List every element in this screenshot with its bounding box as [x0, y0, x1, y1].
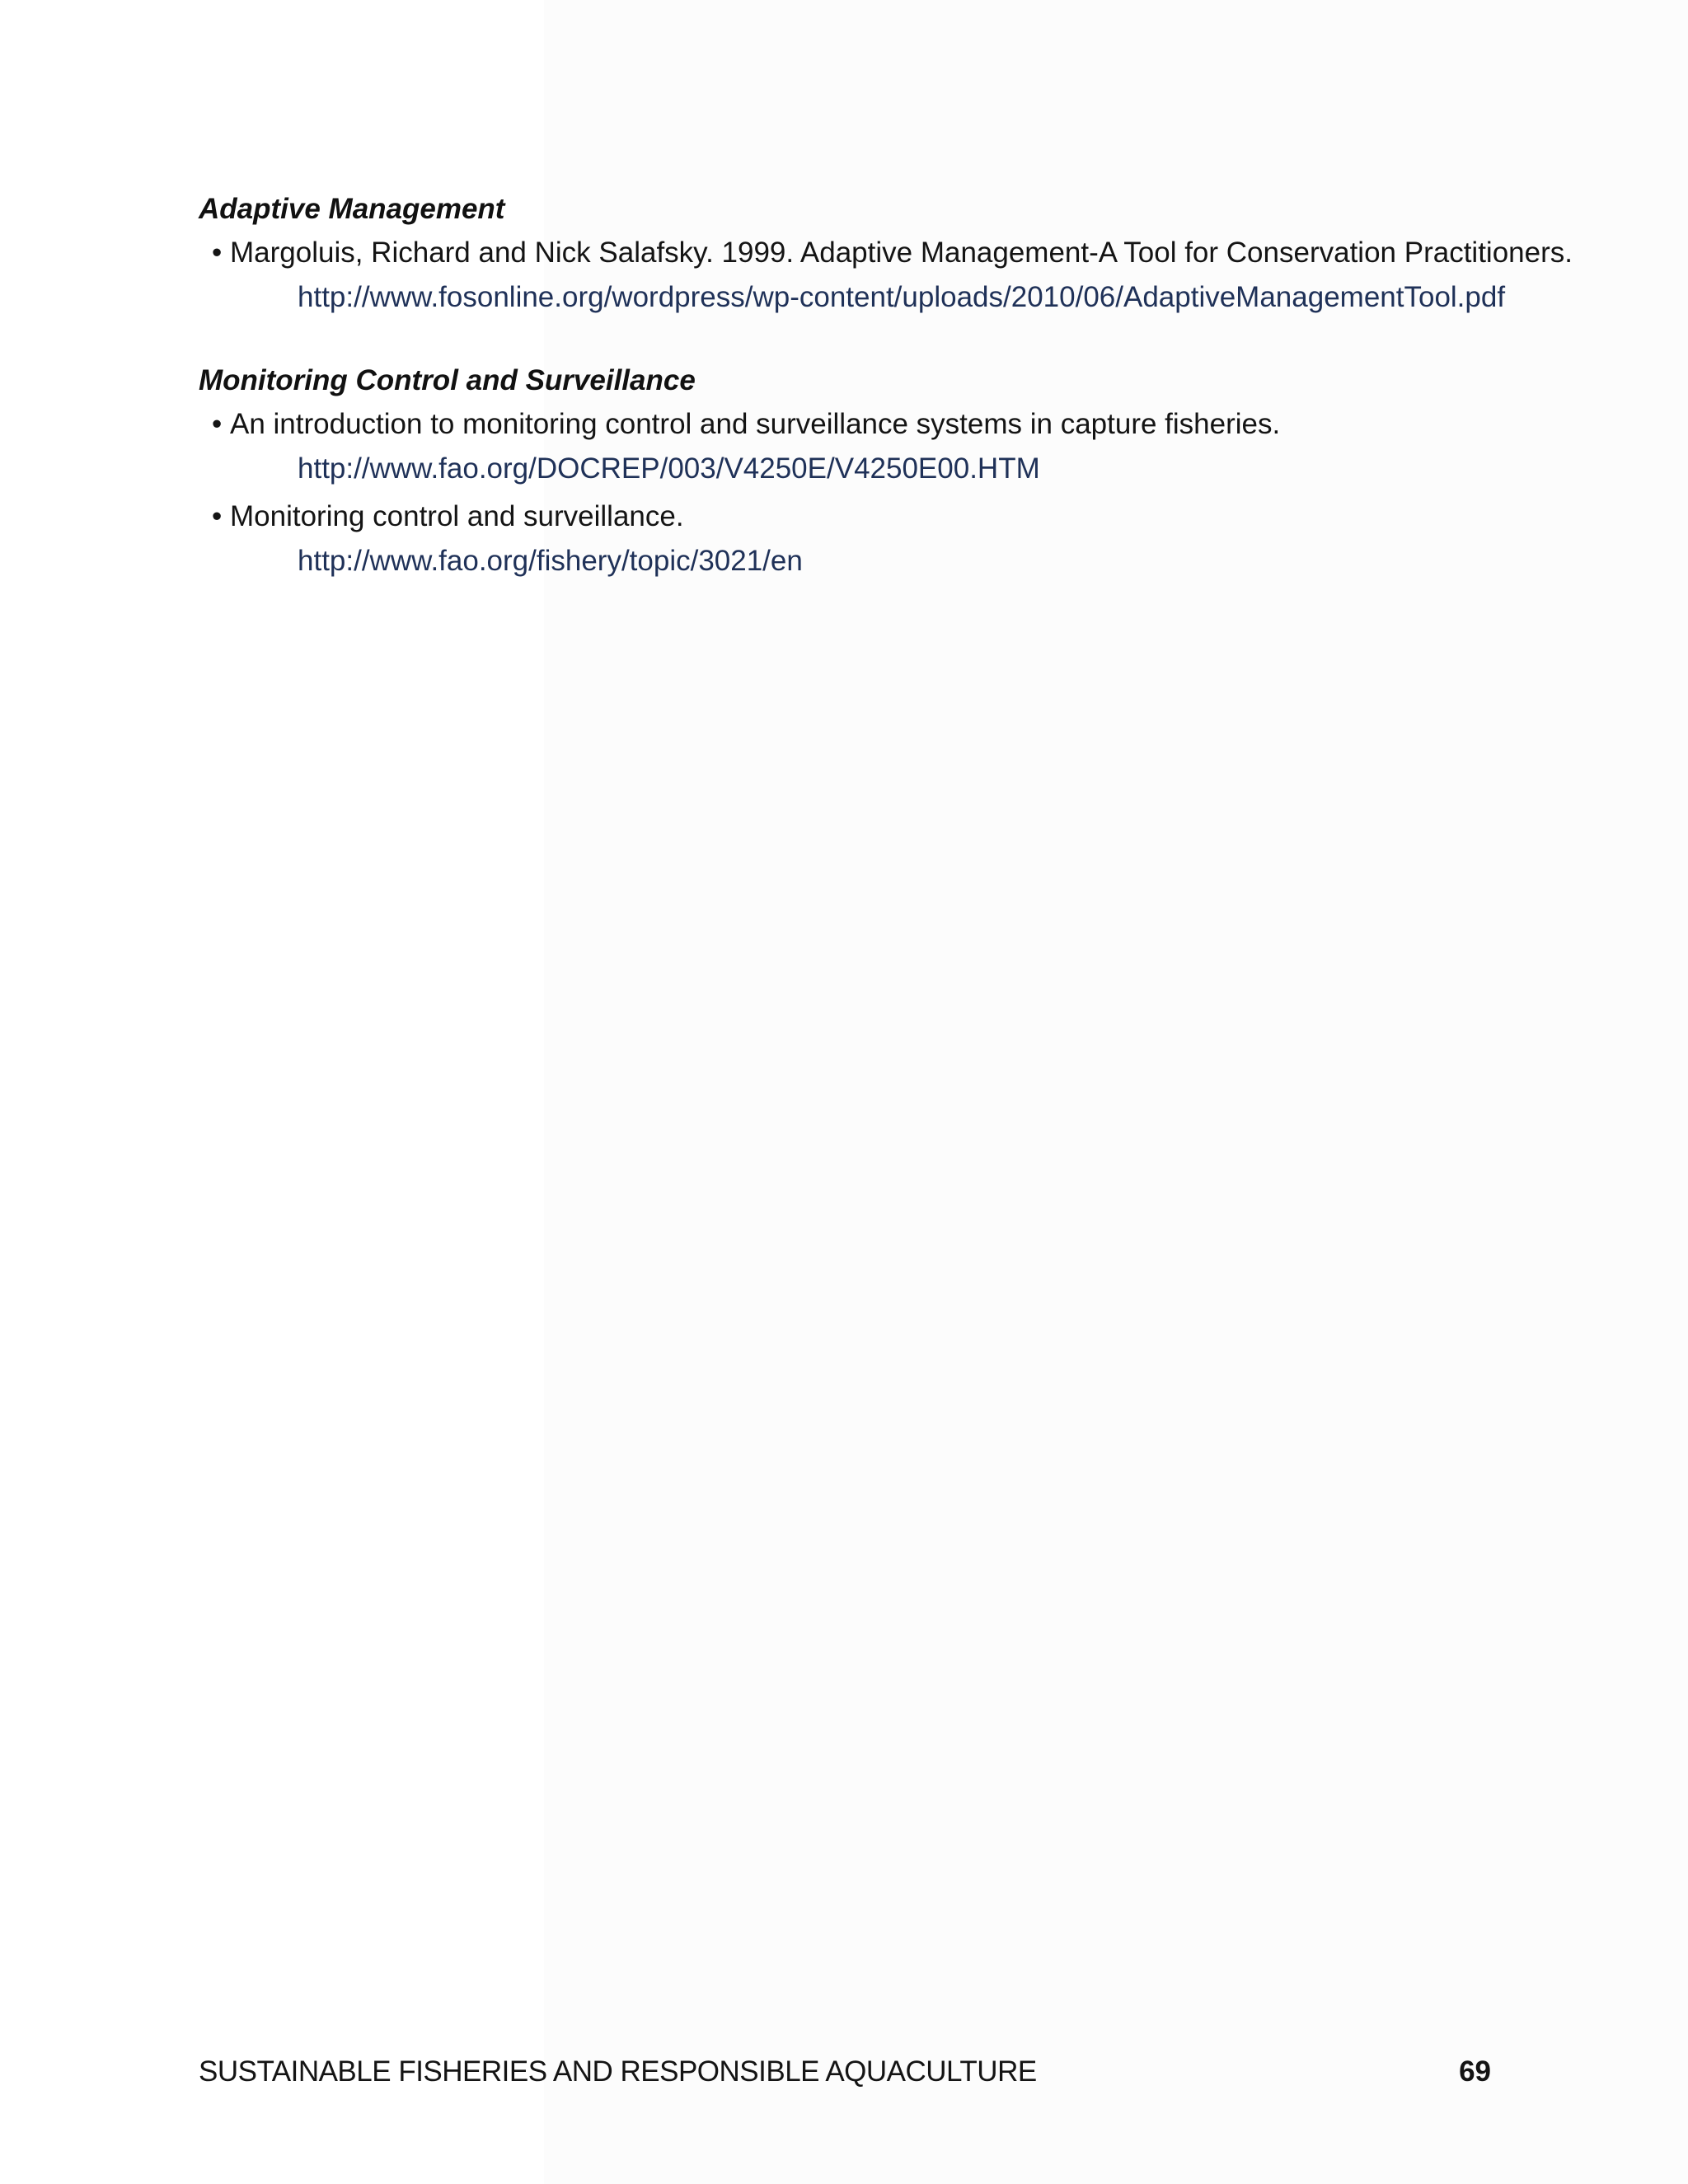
- reference-text: [199, 494, 1509, 539]
- reference-entry: [199, 402, 1509, 491]
- reference-entry: [199, 494, 1509, 583]
- section-heading: Monitoring Control and Surveillance: [199, 364, 696, 396]
- section-heading: Adaptive Management: [199, 193, 505, 225]
- reference-text: [199, 231, 1573, 275]
- page-number: 69: [1459, 2055, 1491, 2088]
- reference-citation: Margoluis, Richard and Nick Salafsky. 1999. Adaptive Management-A Tool for Conservation Practitioners.: [230, 237, 1573, 269]
- reference-link[interactable]: http://www.fao.org/DOCREP/003/V4250E/V4250E00.HTM: [298, 452, 1040, 485]
- bullet-icon: •: [212, 408, 223, 440]
- document-body: [199, 188, 1573, 623]
- reference-link[interactable]: http://www.fao.org/fishery/topic/3021/en: [298, 545, 803, 577]
- section-adaptive-management: [199, 188, 1573, 320]
- reference-citation: An introduction to monitoring control and surveillance systems in capture fisheries.: [230, 408, 1281, 440]
- bullet-icon: •: [212, 237, 223, 269]
- section-monitoring-control-surveillance: [199, 359, 1509, 583]
- bullet-icon: •: [212, 500, 223, 532]
- reference-entry: [199, 231, 1573, 320]
- reference-link[interactable]: http://www.fosonline.org/wordpress/wp-content/uploads/2010/06/AdaptiveManagementTool.pdf: [298, 281, 1506, 313]
- footer-title: SUSTAINABLE FISHERIES AND RESPONSIBLE AQUACULTURE: [199, 2055, 1037, 2088]
- reference-citation: Monitoring control and surveillance.: [230, 500, 684, 532]
- reference-text: [199, 402, 1509, 447]
